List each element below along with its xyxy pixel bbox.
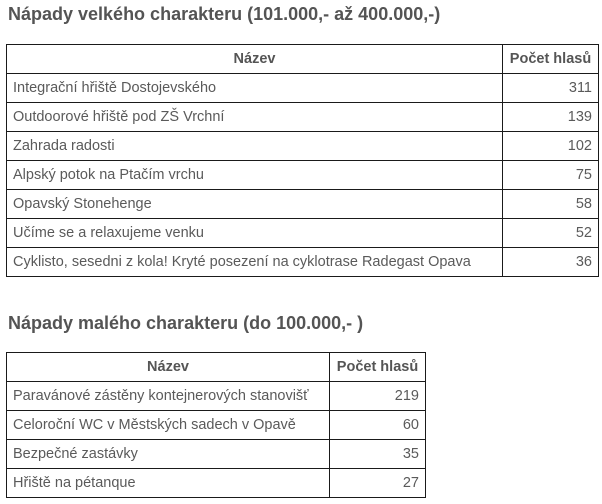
table-row: [7, 161, 599, 190]
vote-count: 75: [503, 161, 599, 190]
vote-count: 27: [330, 469, 426, 498]
table-row: [7, 469, 426, 498]
table-row: [7, 219, 599, 248]
vote-count: 60: [330, 411, 426, 440]
small-ideas-title: Nápady malého charakteru (do 100.000,- ): [8, 313, 364, 333]
idea-name: Cyklisto, sesedni z kola! Kryté posezení na cyklotrase Radegast Opava: [7, 248, 503, 277]
vote-count: 58: [503, 190, 599, 219]
idea-name: Paravánové zástěny kontejnerových stanovišť: [7, 382, 330, 411]
table-row: [7, 132, 599, 161]
table-row: [7, 382, 426, 411]
vote-count: 35: [330, 440, 426, 469]
vote-count: 219: [330, 382, 426, 411]
big-ideas-table: [6, 44, 599, 277]
idea-name: Bezpečné zastávky: [7, 440, 330, 469]
table-row: [7, 411, 426, 440]
vote-count: 102: [503, 132, 599, 161]
idea-name: Celoroční WC v Městských sadech v Opavě: [7, 411, 330, 440]
table-header-row: [7, 353, 426, 382]
table-row: [7, 440, 426, 469]
vote-count: 52: [503, 219, 599, 248]
idea-name: Outdoorové hřiště pod ZŠ Vrchní: [7, 103, 503, 132]
table-header-row: [7, 45, 599, 74]
idea-name: Hřiště na pétanque: [7, 469, 330, 498]
table-row: [7, 74, 599, 103]
big-ideas-title: Nápady velkého charakteru (101.000,- až 400.000,-): [8, 4, 441, 24]
column-header-name: Název: [7, 45, 503, 74]
table-row: [7, 103, 599, 132]
table-row: [7, 190, 599, 219]
vote-count: 139: [503, 103, 599, 132]
idea-name: Alpský potok na Ptačím vrchu: [7, 161, 503, 190]
column-header-name: Název: [7, 353, 330, 382]
vote-count: 311: [503, 74, 599, 103]
column-header-votes: Počet hlasů: [503, 45, 599, 74]
idea-name: Integrační hřiště Dostojevského: [7, 74, 503, 103]
column-header-votes: Počet hlasů: [330, 353, 426, 382]
table-row: [7, 248, 599, 277]
idea-name: Opavský Stonehenge: [7, 190, 503, 219]
small-ideas-table: [6, 352, 426, 498]
idea-name: Učíme se a relaxujeme venku: [7, 219, 503, 248]
vote-count: 36: [503, 248, 599, 277]
idea-name: Zahrada radosti: [7, 132, 503, 161]
